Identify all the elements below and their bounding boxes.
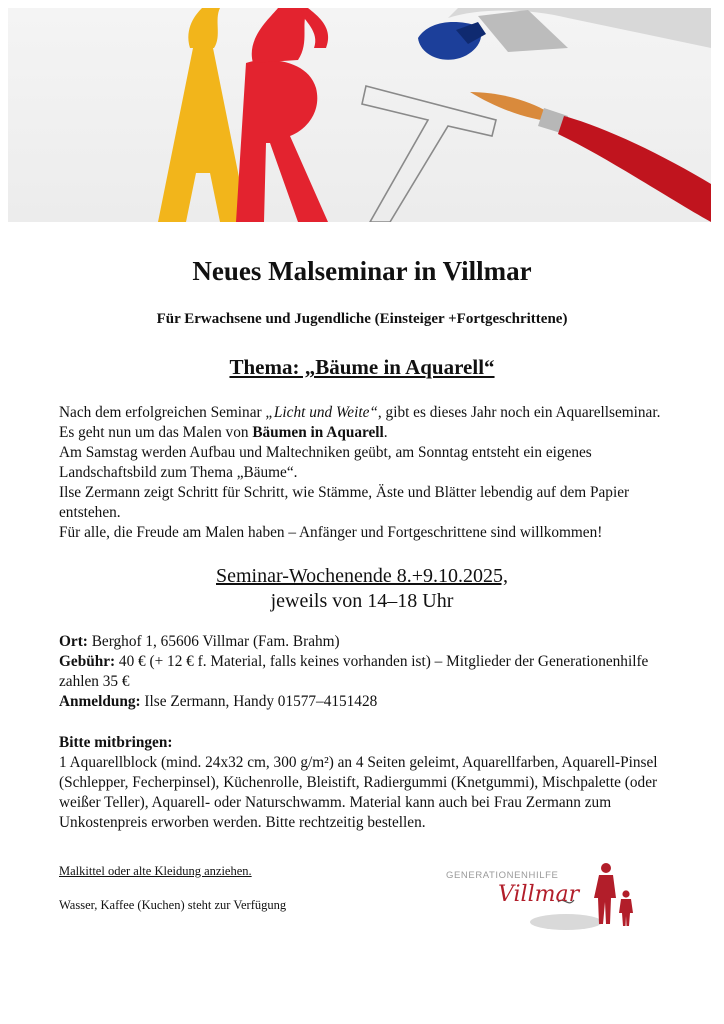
intro-paragraph-4: Für alle, die Freude am Malen haben – Anfänger und Fortgeschrittene sind willkommen!	[59, 524, 603, 541]
drinks-note: Wasser, Kaffee (Kuchen) steht zur Verfügung	[59, 898, 287, 912]
art-illustration	[8, 8, 711, 222]
seminar-hours: jeweils von 14–18 Uhr	[270, 590, 454, 612]
location-value: Berghof 1, 65606 Villmar (Fam. Brahm)	[87, 633, 340, 650]
intro-paragraph-2: Am Samstag werden Aufbau und Maltechniken geübt, am Sonntag entsteht ein eigenes Landschaftsbild zum Thema „Bäume“.	[59, 444, 592, 481]
logo-org-text: GENERATIONENHILFE	[446, 870, 559, 881]
location-line	[59, 632, 669, 652]
fee-value: 40 € (+ 12 € f. Material, falls keines vorhanden ist) – Mitglieder der Generationenhilfe zahlen 35 €	[59, 653, 649, 690]
page-title: Neues Malseminar in Villmar	[192, 256, 532, 286]
theme-text: Thema: „Bäume in Aquarell“	[229, 355, 495, 379]
previous-seminar-title: „Licht und Weite“	[265, 404, 378, 421]
subtitle: Für Erwachsene und Jugendliche (Einsteiger +Fortgeschrittene)	[156, 311, 568, 327]
intro-paragraph-1	[59, 403, 669, 443]
generationenhilfe-logo	[446, 856, 646, 936]
intro-text-1c: .	[383, 424, 388, 441]
clothing-note: Malkittel oder alte Kleidung anziehen.	[59, 864, 252, 878]
intro-text-1a: Nach dem erfolgreichen Seminar	[59, 404, 266, 421]
theme-heading	[0, 355, 724, 380]
fee-line	[59, 652, 669, 692]
seminar-dates	[0, 564, 724, 614]
seminar-info	[59, 632, 669, 712]
intro-paragraph-3: Ilse Zermann zeigt Schritt für Schritt, wie Stämme, Äste und Blätter lebendig auf dem Papier entstehen.	[59, 484, 630, 521]
logo-town-text: Villmar	[498, 882, 580, 907]
materials-list: 1 Aquarellblock (mind. 24x32 cm, 300 g/m²) an 4 Seiten geleimt, Aquarellfarben, Aquarell-Pinsel (Schlepper, Fecherpinsel), Küchenrolle, Bleistift, Radiergummi (Knetgummi), Mischpalette (oder weißer Teller), Aquarell- oder Naturschwamm. Material kann auch bei Frau Zermann zum Unkostenpreis erworben werden. Bitte rechtzeitig bestellen.	[59, 754, 658, 831]
materials-section	[59, 733, 669, 833]
materials-heading	[59, 733, 669, 753]
registration-line	[59, 692, 669, 712]
topic-emphasis: Bäumen in Aquarell	[252, 424, 384, 441]
seminar-weekend: Seminar-Wochenende 8.+9.10.2025,	[216, 565, 508, 587]
materials-heading-text: Bitte mitbringen:	[59, 734, 173, 751]
art-banner-image	[8, 8, 711, 222]
location-label: Ort:	[59, 633, 88, 650]
fee-label: Gebühr:	[59, 653, 116, 670]
intro-text	[59, 403, 669, 543]
registration-value: Ilse Zermann, Handy 01577–4151428	[140, 693, 378, 710]
registration-label: Anmeldung:	[59, 693, 141, 710]
intro-text-1b: , gibt es dieses Jahr noch ein Aquarellseminar. Es geht nun um das Malen von	[59, 404, 661, 441]
